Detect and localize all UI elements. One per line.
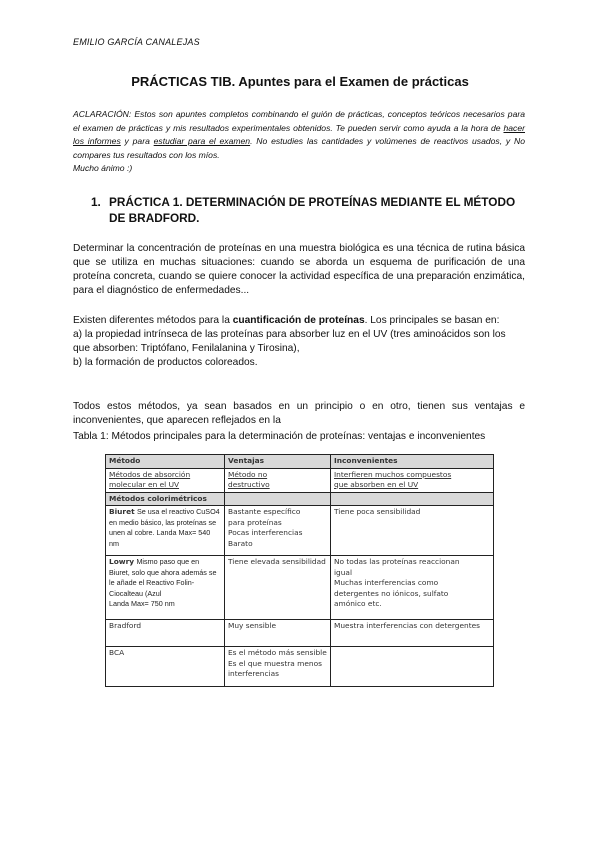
biuret-advantage-line: para proteínas: [228, 517, 282, 527]
colorimetric-group-label: Métodos colorimétricos: [106, 492, 225, 506]
document-title: PRÁCTICAS TIB. Apuntes para el Examen de prácticas: [131, 74, 469, 89]
bca-drawbacks-cell: [331, 647, 494, 687]
uv-advantage-line: Método no: [228, 469, 268, 479]
bca-advantage-line: Es el que muestra menos interferencias: [228, 658, 322, 678]
clarification-underlined-1: hacer los informes: [73, 122, 525, 146]
uv-drawback-line: Interfieren muchos compuestos: [334, 469, 452, 479]
lowry-method-cell: [106, 556, 225, 620]
table-row: [106, 556, 494, 620]
header-method: Método: [106, 455, 225, 469]
biuret-advantage-line: Pocas interferencias: [228, 528, 303, 537]
methods-item-b: b) la formación de productos coloreados.: [73, 357, 258, 368]
uv-advantages-cell: [225, 468, 331, 492]
clarification-underlined-2: estudiar para el examen: [153, 136, 251, 146]
lowry-lambda: Landa Max= 750 nm: [109, 599, 175, 608]
clarification-text-3: . No estudies las cantidades y volúmenes de reactivos usados, y No compares tus resultados con los míos.: [73, 136, 526, 160]
lowry-drawback-line: Muchas interferencias como: [334, 578, 439, 587]
methods-lead-text: Existen diferentes métodos para la: [73, 315, 233, 326]
clarification-text-1: ACLARACIÓN: Estos son apuntes completos combinando el guión de prácticas, conceptos teóricos necesarios para el examen de prácticas y mis resultados experimentales obtenidos. Te pueden servir como ayuda a la hora de: [73, 109, 525, 133]
methods-bold-term: cuantificación de proteínas: [232, 315, 365, 326]
biuret-drawbacks-cell: Tiene poca sensibilidad: [331, 506, 494, 556]
lowry-drawback-line: amónico etc.: [334, 599, 382, 608]
section-number: 1.: [91, 195, 101, 209]
methods-table: [105, 454, 494, 687]
biuret-advantage-line: Barato: [228, 538, 253, 548]
clarification-note: [73, 108, 525, 176]
table-row: [106, 468, 494, 492]
biuret-advantages-cell: [225, 506, 331, 556]
methods-paragraph: [73, 314, 525, 370]
header-drawbacks: Inconvenientes: [331, 455, 494, 469]
section-title: PRÁCTICA 1. DETERMINACIÓN DE PROTEÍNAS MEDIANTE EL MÉTODO DE BRADFORD.: [109, 195, 516, 225]
lowry-advantages-cell: Tiene elevada sensibilidad: [225, 556, 331, 620]
lowry-drawback-line: detergentes no iónicos, sulfato: [334, 588, 449, 598]
methods-lead-line: [73, 314, 525, 328]
group-empty-cell: [225, 492, 331, 506]
header-advantages: Ventajas: [225, 455, 331, 469]
uv-method-line: Métodos de absorción: [109, 469, 191, 479]
document-author-header: EMILIO GARCÍA CANALEJAS: [73, 37, 200, 47]
table-row: [106, 647, 494, 687]
table-header-row: [106, 455, 494, 469]
biuret-advantage-line: Bastante específico: [228, 507, 301, 516]
methods-lead-rest: . Los principales se basan en:: [364, 315, 500, 326]
bradford-method-cell: Bradford: [106, 620, 225, 647]
biuret-name: Biuret: [109, 507, 135, 516]
bca-advantage-line: Es el método más sensible: [228, 648, 327, 657]
table-caption: Tabla 1: Métodos principales para la determinación de proteínas: ventajas e inconvenientes: [73, 431, 486, 442]
lowry-name: Lowry: [109, 557, 135, 566]
table-row: [106, 620, 494, 647]
methods-item-a: a) la propiedad intrínseca de las proteínas para absorber luz en el UV (tres aminoácidos son los que absorben: Triptófano, Fenilalanina y Tirosina),: [73, 329, 506, 354]
lowry-drawbacks-cell: [331, 556, 494, 620]
lowry-drawback-line: No todas las proteínas reaccionan: [334, 557, 460, 566]
biuret-note: Se usa el reactivo CuSO4 en medio básico, las proteínas se unen al cobre. Landa Max= 540 nm: [109, 507, 220, 548]
uv-method-cell: [106, 468, 225, 492]
uv-advantage-line: destructivo: [228, 480, 270, 489]
bradford-drawbacks-cell: Muestra interferencias con detergentes: [331, 620, 494, 647]
uv-drawbacks-cell: [331, 468, 494, 492]
uv-drawback-line: que absorben en el UV: [334, 480, 419, 489]
bca-method-cell: BCA: [106, 647, 225, 687]
clarification-closing: Mucho ánimo :): [73, 163, 133, 173]
group-empty-cell: [331, 492, 494, 506]
bca-advantages-cell: [225, 647, 331, 687]
lowry-note: Mismo paso que en Biuret, solo que ahora además se le añade el Reactivo Folin-Ciocalteau (Azul: [109, 557, 217, 598]
table-row: [106, 506, 494, 556]
pros-cons-paragraph: Todos estos métodos, ya sean basados en un principio o en otro, tienen sus ventajas e inconvenientes, que aparecen reflejados en la: [73, 401, 525, 426]
bradford-advantages-cell: Muy sensible: [225, 620, 331, 647]
clarification-text-2: y para: [120, 136, 154, 146]
intro-paragraph: Determinar la concentración de proteínas en una muestra biológica es una técnica de rutina básica que se utiliza en muchas situaciones: cuando se aborda un esquema de purificación de una proteína concreta, cuando se quiere conocer la actividad específica de una preparación enzimática, para el diagnóstico de enfermedades...: [73, 243, 525, 296]
uv-method-line: molecular en el UV: [109, 480, 180, 489]
biuret-method-cell: [106, 506, 225, 556]
table-group-row: [106, 492, 494, 506]
section-heading: [91, 194, 531, 226]
lowry-drawback-line: igual: [334, 567, 353, 577]
